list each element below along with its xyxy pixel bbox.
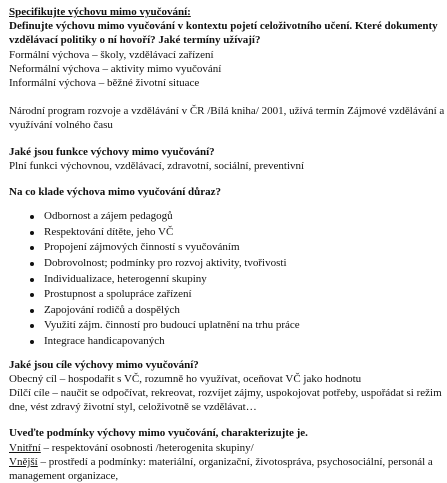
list-item: Využití zájm. činností pro budoucí uplatnění na trhu práce — [30, 318, 441, 334]
goals-partial-line2: dne, vést zdravý životní styl, celoživotně se vzdělávat… — [9, 401, 257, 414]
list-item: Integrace handicapovaných — [30, 334, 441, 350]
list-item: Respektování dítěte, jeho VČ — [30, 225, 441, 241]
conditions-internal — [9, 441, 441, 455]
document-body — [9, 5, 445, 483]
question-goals: Jaké jsou cíle výchovy mimo vyučování? — [9, 358, 199, 371]
section-heading: Specifikujte výchovu mimo vyučování: — [9, 6, 191, 18]
list-item: Dobrovolnost; podmínky pro rozvoj aktivity, tvořivosti — [30, 256, 441, 272]
emphasis-list — [9, 209, 441, 349]
list-item: Propojení zájmových činností s vyučováním — [30, 240, 441, 256]
conditions-external-text: – prostředí a podmínky: materiální, organizační, životospráva, psychosociální, personál a — [37, 455, 433, 468]
list-item: Odbornost a zájem pedagogů — [30, 209, 441, 225]
conditions-internal-text: – respektování osobnosti /heterogenita skupiny/ — [40, 441, 254, 454]
term-nonformal: Neformální výchova – aktivity mimo vyučování — [9, 62, 222, 75]
question-functions: Jaké jsou funkce výchovy mimo vyučování? — [9, 145, 215, 158]
list-item: Prostupnost a spolupráce zařízení — [30, 287, 441, 303]
goals-general: Obecný cíl – hospodařit s VČ, rozumně ho využívat, oceňovat VČ jako hodnotu — [9, 372, 362, 385]
functions-text: Plní funkci výchovnou, vzdělávací, zdravotní, sociální, preventivní — [9, 159, 305, 172]
conditions-external-line2: management organizace, — [9, 470, 119, 482]
list-item: Individualizace, heterogenní skupiny — [30, 272, 441, 288]
question-definition-line2: vzdělávací politiky o ní hovoří? Jaké termíny užívají? — [9, 34, 261, 47]
goals-partial-line1: Dílčí cíle – naučit se odpočívat, rekreovat, rozvíjet zájmy, uspokojovat potřeby, uspořádat si režim — [9, 386, 442, 399]
program-line2: využívání volného času — [9, 119, 113, 132]
question-conditions: Uveďte podmínky výchovy mimo vyučování, charakterizujte je. — [9, 427, 308, 440]
question-definition-line1: Definujte výchovu mimo vyučování v kontextu pojetí celoživotního učení. Které dokumenty — [9, 20, 438, 33]
term-formal: Formální výchova – školy, vzdělávací zařízení — [9, 48, 214, 61]
term-informal: Informální výchova – běžné životní situace — [9, 77, 200, 90]
conditions-internal-label: Vnitřní — [9, 441, 41, 454]
list-item: Zapojování rodičů a dospělých — [30, 303, 441, 319]
conditions-external-label: Vnější — [9, 455, 38, 468]
question-emphasis: Na co klade výchova mimo vyučování důraz? — [9, 186, 222, 199]
conditions-external — [9, 455, 441, 469]
program-line1: Národní program rozvoje a vzdělávání v ČR /Bílá kniha/ 2001, užívá termín Zájmové vzdělávání a — [9, 105, 445, 118]
